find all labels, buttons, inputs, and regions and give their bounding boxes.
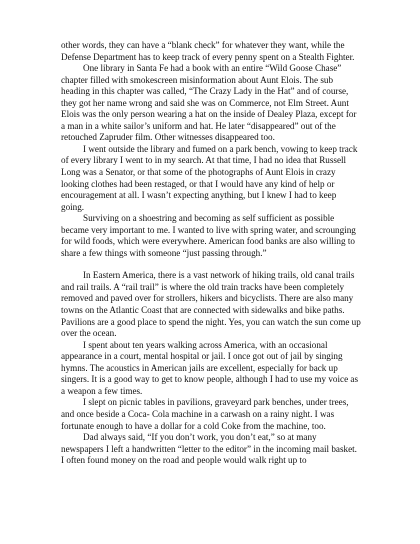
paragraph-dad-always-said: Dad always said, “If you don’t work, you don’t eat,” so at many newspapers I left a handwritten “letter to the editor” in the incoming mail basket. I often found money on the road and people would walk right up to	[61, 432, 357, 466]
paragraph-shoestring: Surviving on a shoestring and becoming as self sufficient as possible became very important to me. I wanted to live with spring water, and scrounging for wild foods, which were everywhere. American food banks are also willing to share a few things with someone “just passing through.”	[61, 213, 356, 258]
paragraph-continuation: other words, they can have a “blank check” for whatever they want, while the Defense Department has to keep track of every penny spent on a Stealth Fighter.	[61, 40, 355, 62]
paragraph-picnic-tables: I slept on picnic tables in pavilions, graveyard park benches, under trees, and once beside a Coca- Cola machine in a carwash on a rainy night. I was fortunate enough to have a dollar for a cold Coke from the machine, too.	[61, 397, 349, 431]
body-text	[61, 40, 361, 467]
paragraph-park-bench: I went outside the library and fumed on a park bench, vowing to keep track of every library I went to in my search. At that time, I had no idea that Russell Long was a Senator, or that some of the photographs of Aunt Elois in crazy looking clothes had been restaged, or that I would have any kind of help or encouragement at all. I wasn’t expecting anything, but I knew I had to keep going.	[61, 143, 358, 212]
paragraph-eastern-america: In Eastern America, there is a vast network of hiking trails, old canal trails and rail trails. A “rail trail” is where the old train tracks have been completely removed and paved over for strollers, hikers and bicyclists. There are also many towns on the Atlantic Coast that are connected with sidewalks and bike paths. Pavilions are a good place to spend the night. Yes, you can watch the sun come up over the ocean.	[61, 270, 361, 339]
paragraph-santa-fe-library: One library in Santa Fe had a book with an entire “Wild Goose Chase” chapter filled with smokescreen misinformation about Aunt Elois. The sub heading in this chapter was called, “The Crazy Lady in the Hat” and of course, they got her name wrong and said she was on Commerce, not Elm Street. Aunt Elois was the only person wearing a hat on the inside of Dealey Plaza, except for a man in a white sailor’s uniform and hat. He later “disappeared” out of the retouched Zapruder film. Other witnesses disappeared too.	[61, 63, 357, 143]
paragraph-ten-years-walking: I spent about ten years walking across America, with an occasional appearance in a court, mental hospital or jail. I once got out of jail by singing hymns. The acoustics in American jails are excellent, especially for back up singers. It is a good way to get to know people, although I had to use my voice as a weapon a few times.	[61, 339, 359, 396]
